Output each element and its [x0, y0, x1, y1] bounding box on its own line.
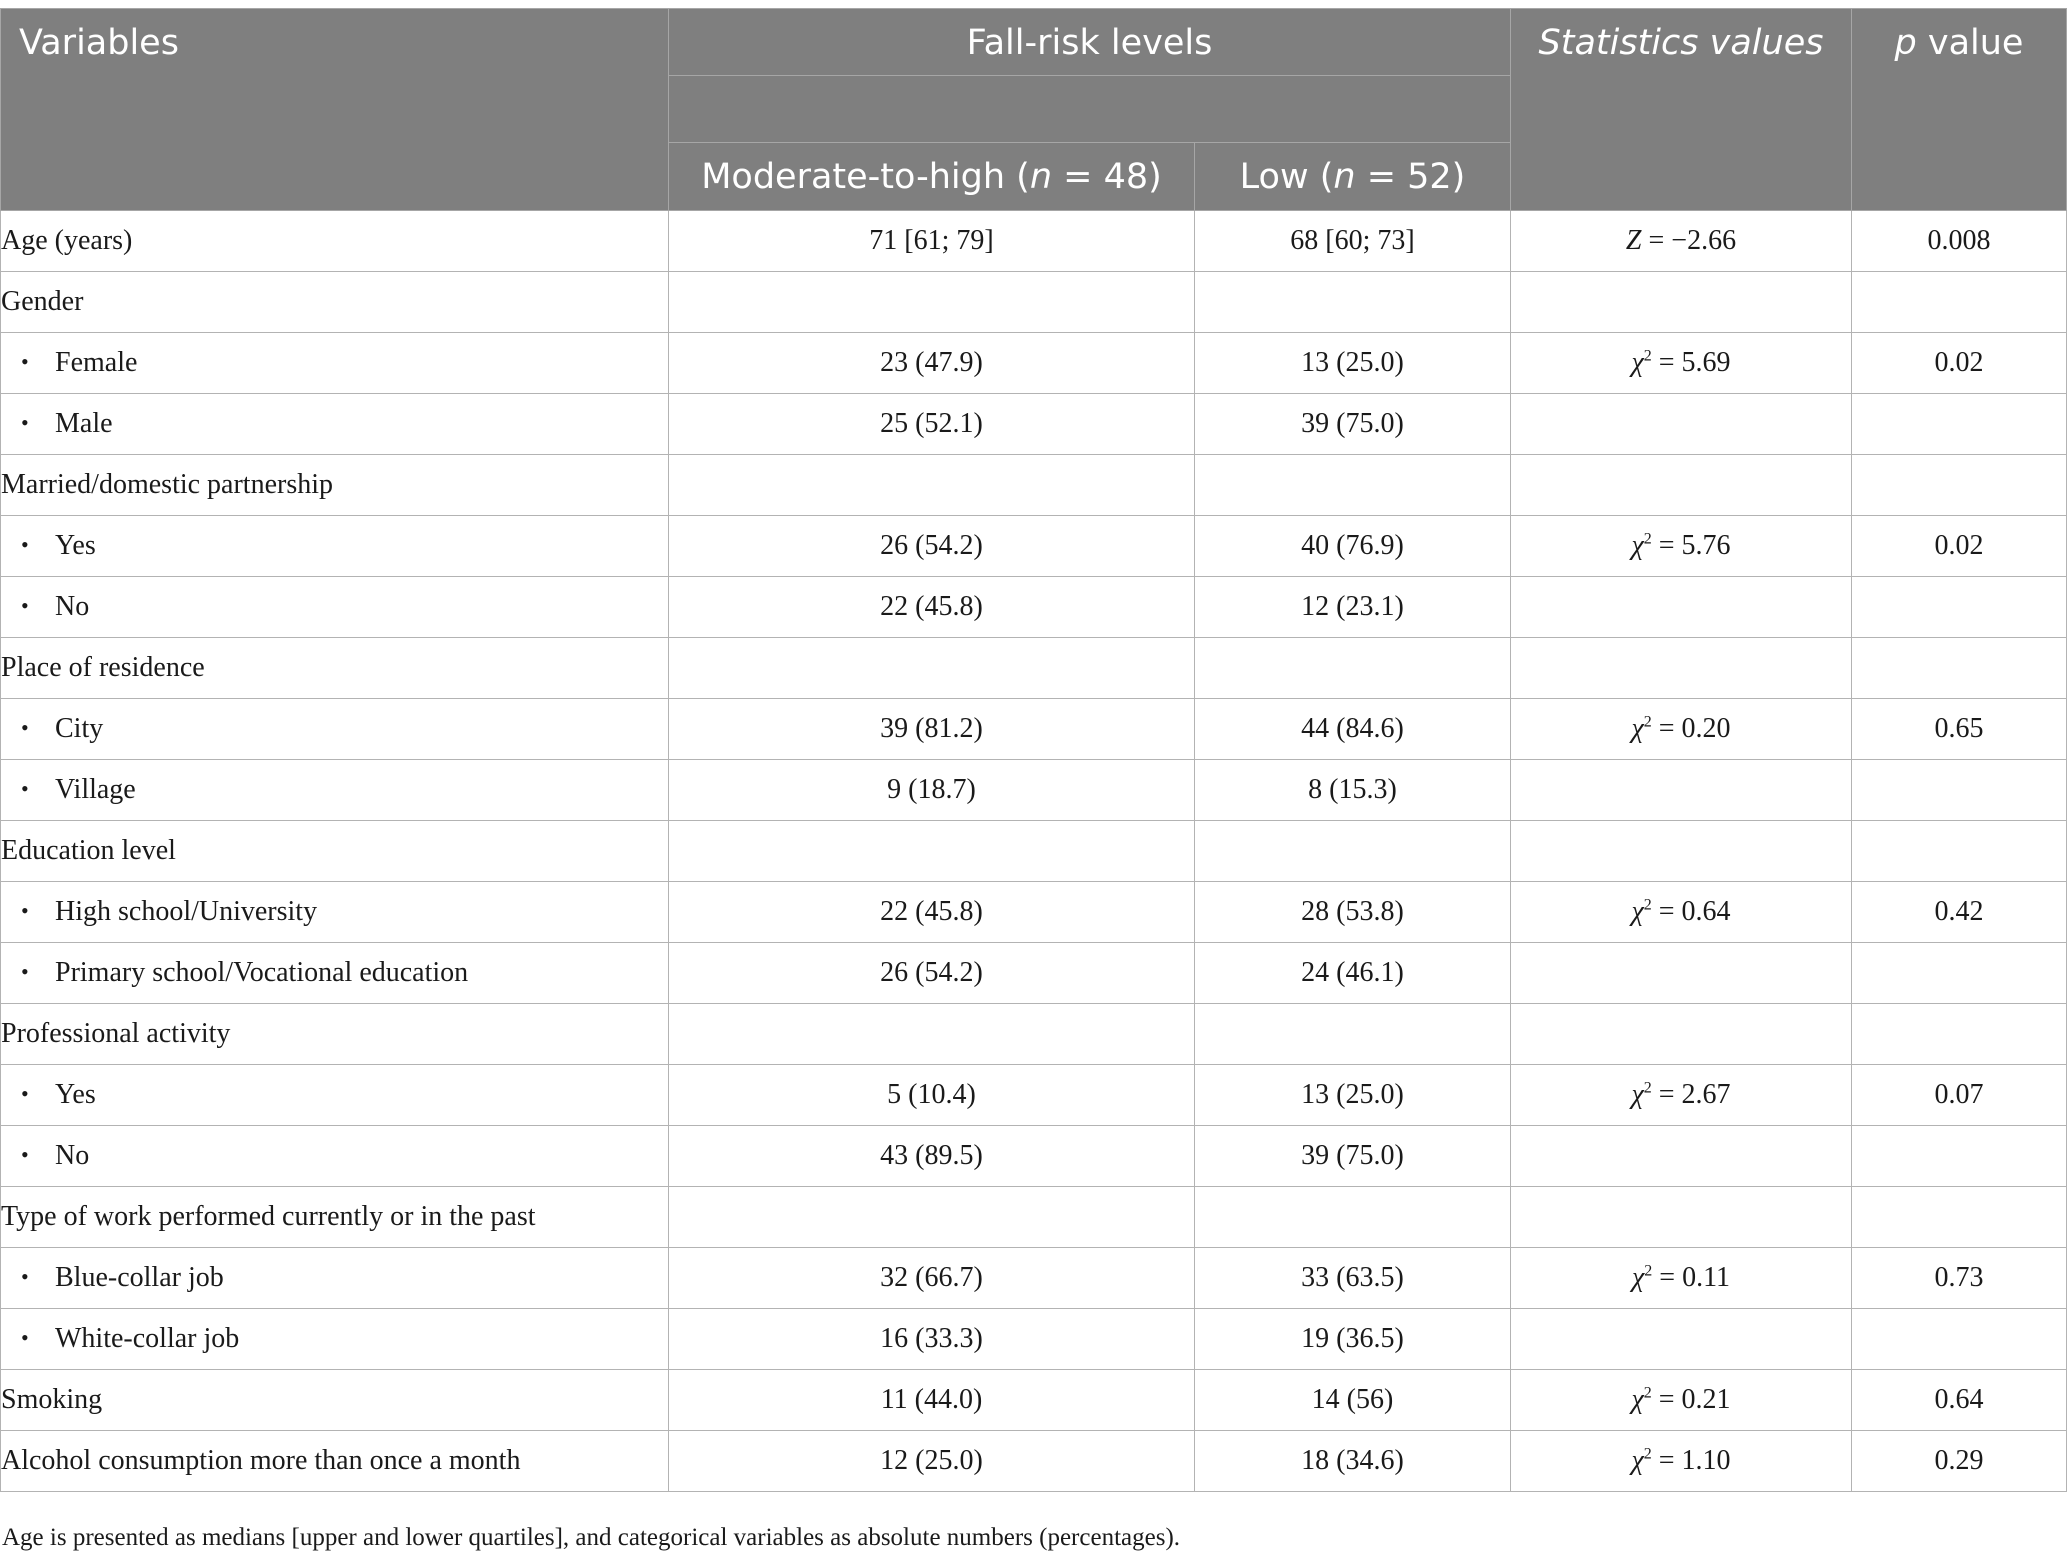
variable-label: Place of residence [1, 652, 205, 683]
bullet-icon: • [21, 898, 29, 923]
cell-statistic [1511, 394, 1852, 455]
statistic-superscript: 2 [1643, 1445, 1652, 1463]
table-row [1, 1248, 2067, 1309]
cell-p-value: 0.29 [1852, 1431, 2067, 1492]
table-row [1, 699, 2067, 760]
cell-variable [1, 1431, 669, 1492]
statistic-superscript: 2 [1644, 1262, 1653, 1280]
bullet-icon: • [21, 410, 29, 435]
cell-low: 39 (75.0) [1195, 1126, 1511, 1187]
cell-statistic [1511, 638, 1852, 699]
cell-low [1195, 272, 1511, 333]
cell-moderate [669, 821, 1195, 882]
cell-moderate [669, 455, 1195, 516]
statistic-symbol: χ [1631, 896, 1644, 927]
header-statistics-values: Statistics values [1511, 9, 1852, 211]
cell-statistic [1511, 943, 1852, 1004]
variable-label: Yes [55, 530, 96, 561]
statistic-value: = 2.67 [1651, 1079, 1731, 1110]
cell-variable [1, 516, 669, 577]
cell-statistic [1511, 455, 1852, 516]
cell-moderate: 71 [61; 79] [669, 211, 1195, 272]
variable-label: Smoking [1, 1384, 103, 1415]
cell-low: 18 (34.6) [1195, 1431, 1511, 1492]
header-p-value: p value [1852, 9, 2067, 211]
cell-p-value [1852, 455, 2067, 516]
cell-statistic [1511, 1248, 1852, 1309]
cell-p-value: 0.65 [1852, 699, 2067, 760]
variable-label: High school/University [55, 896, 318, 927]
cell-low: 39 (75.0) [1195, 394, 1511, 455]
cell-moderate [669, 1004, 1195, 1065]
cell-low: 28 (53.8) [1195, 882, 1511, 943]
cell-variable [1, 760, 669, 821]
cell-variable [1, 1065, 669, 1126]
cell-low: 33 (63.5) [1195, 1248, 1511, 1309]
cell-statistic [1511, 1126, 1852, 1187]
table-row [1, 1370, 2067, 1431]
cell-variable [1, 699, 669, 760]
table-row [1, 333, 2067, 394]
statistic-symbol: χ [1631, 1384, 1644, 1415]
bullet-icon: • [21, 349, 29, 374]
cell-p-value: 0.02 [1852, 516, 2067, 577]
cell-statistic [1511, 577, 1852, 638]
table-row [1, 1187, 2067, 1248]
cell-variable [1, 394, 669, 455]
statistic-value: = 0.20 [1651, 713, 1731, 744]
variable-label: No [55, 1140, 90, 1171]
statistic-superscript: 2 [1643, 530, 1652, 548]
cell-low: 13 (25.0) [1195, 333, 1511, 394]
variable-label: Blue-collar job [55, 1262, 224, 1293]
cell-low: 12 (23.1) [1195, 577, 1511, 638]
cell-p-value: 0.02 [1852, 333, 2067, 394]
bullet-icon: • [21, 532, 29, 557]
table-row [1, 1065, 2067, 1126]
cell-moderate: 32 (66.7) [669, 1248, 1195, 1309]
cell-p-value [1852, 638, 2067, 699]
cell-statistic [1511, 1187, 1852, 1248]
cell-moderate: 39 (81.2) [669, 699, 1195, 760]
variable-label: Married/domestic partnership [1, 469, 334, 500]
cell-moderate: 23 (47.9) [669, 333, 1195, 394]
cell-p-value [1852, 272, 2067, 333]
cell-variable [1, 455, 669, 516]
table-row [1, 821, 2067, 882]
cell-statistic [1511, 211, 1852, 272]
cell-moderate [669, 1187, 1195, 1248]
variable-label: Professional activity [1, 1018, 231, 1049]
cell-statistic [1511, 1370, 1852, 1431]
bullet-icon: • [21, 1325, 29, 1350]
cell-low [1195, 1187, 1511, 1248]
table-row [1, 394, 2067, 455]
variable-label: Female [55, 347, 138, 378]
statistic-value: = 5.76 [1651, 530, 1731, 561]
statistic-symbol: Z [1625, 225, 1642, 256]
statistic-symbol: χ [1631, 1445, 1644, 1476]
cell-moderate: 26 (54.2) [669, 943, 1195, 1004]
cell-moderate: 11 (44.0) [669, 1370, 1195, 1431]
statistic-superscript: 2 [1643, 896, 1652, 914]
cell-p-value [1852, 1004, 2067, 1065]
cell-p-value [1852, 577, 2067, 638]
table-row [1, 455, 2067, 516]
header-moderate-to-high: Moderate-to-high (n = 48) [669, 143, 1195, 211]
cell-low: 40 (76.9) [1195, 516, 1511, 577]
cell-moderate [669, 638, 1195, 699]
cell-variable [1, 1370, 669, 1431]
cell-moderate: 22 (45.8) [669, 882, 1195, 943]
variable-label: Gender [1, 286, 84, 317]
statistic-symbol: χ [1631, 1262, 1645, 1293]
table-footnote: Age is presented as medians [upper and lower quartiles], and categorical variables as absolute numbers (percentages). [2, 1524, 1181, 1551]
table-row [1, 1126, 2067, 1187]
cell-moderate: 9 (18.7) [669, 760, 1195, 821]
bullet-icon: • [21, 1142, 29, 1167]
statistic-value: = 0.64 [1651, 896, 1731, 927]
cell-variable [1, 577, 669, 638]
variable-label: Education level [1, 835, 176, 866]
cell-low: 44 (84.6) [1195, 699, 1511, 760]
statistic-superscript: 2 [1643, 713, 1652, 731]
bullet-icon: • [21, 715, 29, 740]
cell-p-value [1852, 943, 2067, 1004]
variable-label: Male [55, 408, 113, 439]
statistic-superscript: 2 [1643, 1079, 1652, 1097]
variable-label: Village [55, 774, 136, 805]
cell-low [1195, 1004, 1511, 1065]
table-row [1, 1309, 2067, 1370]
cell-variable [1, 882, 669, 943]
table-row [1, 211, 2067, 272]
variable-label: Type of work performed currently or in the past [1, 1201, 536, 1232]
statistic-superscript: 2 [1643, 1384, 1652, 1402]
cell-statistic [1511, 1309, 1852, 1370]
cell-statistic [1511, 760, 1852, 821]
variable-label: No [55, 591, 90, 622]
statistic-symbol: χ [1631, 347, 1644, 378]
cell-variable [1, 1126, 669, 1187]
cell-p-value: 0.42 [1852, 882, 2067, 943]
statistic-value: = 1.10 [1651, 1445, 1731, 1476]
table-row [1, 516, 2067, 577]
cell-moderate: 43 (89.5) [669, 1126, 1195, 1187]
cell-statistic [1511, 821, 1852, 882]
cell-moderate [669, 272, 1195, 333]
cell-low: 68 [60; 73] [1195, 211, 1511, 272]
table-body [1, 211, 2067, 1492]
cell-p-value [1852, 394, 2067, 455]
cell-variable [1, 211, 669, 272]
variable-label: White-collar job [55, 1323, 240, 1354]
statistic-value: = 0.11 [1652, 1262, 1731, 1293]
cell-variable [1, 1004, 669, 1065]
cell-statistic [1511, 882, 1852, 943]
variable-label: Alcohol consumption more than once a month [1, 1445, 521, 1476]
table-row [1, 638, 2067, 699]
cell-variable [1, 1248, 669, 1309]
table-row [1, 882, 2067, 943]
header-spacer [669, 76, 1511, 143]
cell-statistic [1511, 1431, 1852, 1492]
variable-label: Yes [55, 1079, 96, 1110]
cell-moderate: 5 (10.4) [669, 1065, 1195, 1126]
cell-low: 13 (25.0) [1195, 1065, 1511, 1126]
demographics-table [0, 8, 2067, 1492]
cell-moderate: 25 (52.1) [669, 394, 1195, 455]
cell-p-value [1852, 760, 2067, 821]
cell-low [1195, 638, 1511, 699]
table-header [1, 9, 2067, 211]
cell-moderate: 16 (33.3) [669, 1309, 1195, 1370]
cell-p-value: 0.64 [1852, 1370, 2067, 1431]
cell-low: 19 (36.5) [1195, 1309, 1511, 1370]
table-row [1, 1431, 2067, 1492]
cell-statistic [1511, 333, 1852, 394]
cell-variable [1, 1309, 669, 1370]
cell-low: 14 (56) [1195, 1370, 1511, 1431]
cell-statistic [1511, 516, 1852, 577]
cell-low: 24 (46.1) [1195, 943, 1511, 1004]
cell-statistic [1511, 1004, 1852, 1065]
table-row [1, 577, 2067, 638]
cell-low: 8 (15.3) [1195, 760, 1511, 821]
bullet-icon: • [21, 959, 29, 984]
cell-statistic [1511, 699, 1852, 760]
header-low: Low (n = 52) [1195, 143, 1511, 211]
statistic-value: = −2.66 [1641, 225, 1737, 256]
bullet-icon: • [21, 593, 29, 618]
bullet-icon: • [21, 1081, 29, 1106]
cell-p-value: 0.73 [1852, 1248, 2067, 1309]
statistic-symbol: χ [1631, 713, 1644, 744]
cell-p-value: 0.07 [1852, 1065, 2067, 1126]
cell-moderate: 12 (25.0) [669, 1431, 1195, 1492]
statistic-value: = 5.69 [1651, 347, 1731, 378]
cell-statistic [1511, 1065, 1852, 1126]
statistic-symbol: χ [1631, 1079, 1644, 1110]
variable-label: Primary school/Vocational education [55, 957, 469, 988]
cell-p-value [1852, 1126, 2067, 1187]
bullet-icon: • [21, 776, 29, 801]
header-fall-risk-levels: Fall-risk levels [669, 9, 1511, 76]
cell-variable [1, 638, 669, 699]
statistic-superscript: 2 [1643, 347, 1652, 365]
cell-moderate: 22 (45.8) [669, 577, 1195, 638]
cell-variable [1, 333, 669, 394]
header-variables: Variables [1, 9, 669, 211]
variable-label: Age (years) [1, 225, 133, 256]
cell-moderate: 26 (54.2) [669, 516, 1195, 577]
cell-low [1195, 455, 1511, 516]
statistic-symbol: χ [1631, 530, 1644, 561]
cell-p-value [1852, 821, 2067, 882]
cell-variable [1, 943, 669, 1004]
cell-variable [1, 272, 669, 333]
cell-variable [1, 821, 669, 882]
table-row [1, 760, 2067, 821]
cell-p-value [1852, 1309, 2067, 1370]
statistic-value: = 0.21 [1651, 1384, 1731, 1415]
table-row [1, 943, 2067, 1004]
cell-low [1195, 821, 1511, 882]
cell-p-value: 0.008 [1852, 211, 2067, 272]
table-row [1, 1004, 2067, 1065]
bullet-icon: • [21, 1264, 29, 1289]
table-row [1, 272, 2067, 333]
cell-p-value [1852, 1187, 2067, 1248]
variable-label: City [55, 713, 104, 744]
cell-variable [1, 1187, 669, 1248]
cell-statistic [1511, 272, 1852, 333]
